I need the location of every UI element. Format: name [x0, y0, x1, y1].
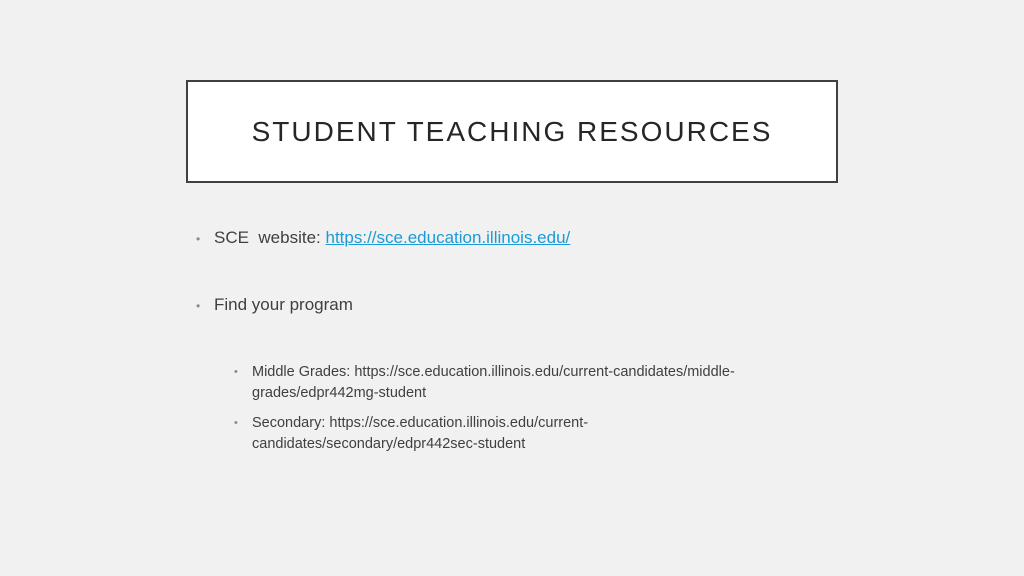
title-box: [186, 80, 838, 183]
secondary-text: [252, 413, 588, 455]
find-program-text: Find your program: [214, 295, 353, 314]
bullet-middle-grades: [234, 362, 735, 404]
bullet-dot-icon: •: [234, 366, 238, 378]
bullet-dot-icon: •: [196, 232, 201, 246]
secondary-line-1: Secondary: https://sce.education.illinois.edu/current-: [252, 415, 589, 431]
sce-website-link[interactable]: https://sce.education.illinois.edu/: [325, 228, 571, 247]
bullet-dot-icon: •: [234, 417, 238, 429]
middle-grades-line-1: Middle Grades: https://sce.education.illinois.edu/current-candidates/middle-: [252, 364, 735, 380]
bullet-find-program: [196, 295, 353, 315]
middle-grades-text: [252, 362, 735, 404]
middle-grades-line-2: grades/edpr442mg-student: [252, 385, 427, 401]
bullet-sce-website: [196, 228, 570, 248]
bullet-dot-icon: •: [196, 299, 201, 313]
bullet-secondary: [234, 413, 588, 455]
secondary-line-2: candidates/secondary/edpr442sec-student: [252, 436, 526, 452]
slide-title: STUDENT TEACHING RESOURCES: [251, 115, 773, 147]
sce-website-label: SCE website:: [214, 228, 326, 247]
